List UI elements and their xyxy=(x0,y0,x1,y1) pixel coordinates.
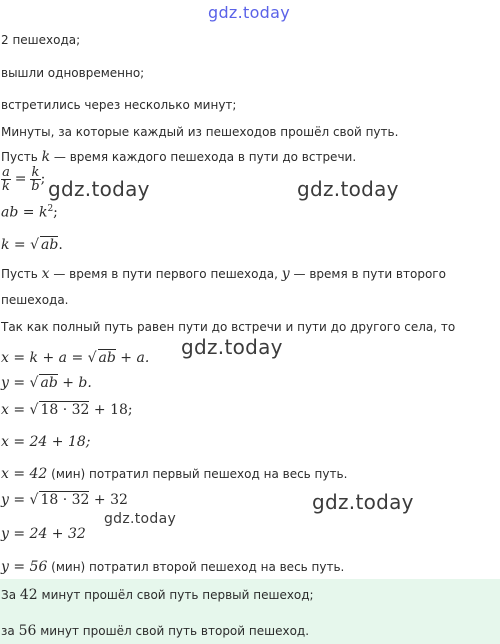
question-line: Минуты, за которые каждый из пешеходов прошёл свой путь. xyxy=(1,125,399,139)
fraction-numerator: a xyxy=(2,165,10,180)
equation-x2-end: + 18; xyxy=(89,402,133,418)
equation-y1-end: + b. xyxy=(57,375,92,391)
result-x-line xyxy=(1,466,347,482)
equals-sign: = xyxy=(14,171,27,187)
fraction-numerator: k xyxy=(31,165,40,180)
let-xy-continuation: пешехода. xyxy=(1,293,69,307)
fraction-a-over-k xyxy=(1,166,11,193)
let-y-text: — время в пути второго xyxy=(289,267,446,281)
equation-x3: x = 24 + 18; xyxy=(1,434,91,450)
fraction-k-over-b xyxy=(30,166,40,193)
equation-ab-lhs: ab = k xyxy=(1,204,48,221)
equation-y2-end: + 32 xyxy=(89,492,128,508)
semicolon: ; xyxy=(40,171,46,187)
equation-y1-lhs: y = xyxy=(1,375,30,391)
let-x-prefix: Пусть xyxy=(1,267,42,281)
period: . xyxy=(58,237,63,253)
watermark-3: gdz.today xyxy=(181,335,283,359)
equation-x2 xyxy=(1,401,133,418)
equation-x1-lhs: x = k + a = xyxy=(1,350,88,366)
result-x-math: x = 42 xyxy=(1,466,48,482)
equation-y2-lhs: y = xyxy=(1,492,30,508)
let-x-text: — время в пути первого пешехода, xyxy=(49,267,282,281)
equation-k-lhs: k = xyxy=(1,237,31,253)
var-k: k xyxy=(41,149,51,165)
result-x-text: (мин) потратил первый пешеход на весь путь. xyxy=(47,467,348,481)
radical-sign: √ xyxy=(30,237,40,253)
watermark-4: gdz.today xyxy=(312,490,414,514)
equation-ab xyxy=(1,204,58,221)
fraction-denominator: k xyxy=(2,179,10,194)
radicand: ab xyxy=(40,375,58,391)
given-line-3: встретились через несколько минут; xyxy=(1,98,237,112)
radical-sign: √ xyxy=(29,375,39,391)
answer-1-prefix: За xyxy=(1,588,20,602)
proportion-line xyxy=(1,166,45,193)
equation-y3: y = 24 + 32 xyxy=(1,526,86,542)
let-k-line xyxy=(1,149,356,165)
equation-x1-end: + a. xyxy=(115,350,150,366)
watermark-1: gdz.today xyxy=(48,177,150,201)
radicand: 18 · 32 xyxy=(40,492,90,508)
equation-y2 xyxy=(1,491,128,508)
given-line-1: 2 пешехода; xyxy=(1,33,81,47)
radicand: ab xyxy=(98,350,116,366)
exponent: 2 xyxy=(47,204,54,214)
let-k-prefix: Пусть xyxy=(1,150,42,164)
radical-sign: √ xyxy=(29,492,39,508)
equation-k xyxy=(1,236,63,253)
equation-y1 xyxy=(1,374,92,391)
result-y-text: (мин) потратил второй пешеход на весь путь. xyxy=(47,560,345,574)
radicand: 18 · 32 xyxy=(40,402,90,418)
answer-line-1 xyxy=(1,587,314,603)
answer-line-2 xyxy=(1,623,309,639)
answer-2-suffix: минут прошёл свой путь второй пешеход. xyxy=(36,624,310,638)
radical-sign: √ xyxy=(29,402,39,418)
answer-1-number: 42 xyxy=(19,587,38,603)
reasoning-line: Так как полный путь равен пути до встречи и пути до другого села, то xyxy=(1,320,456,334)
let-xy-line xyxy=(1,266,446,282)
var-x: x xyxy=(41,266,50,282)
equation-x2-lhs: x = xyxy=(1,402,30,418)
watermark-2: gdz.today xyxy=(297,177,399,201)
watermark-5: gdz.today xyxy=(104,511,177,527)
var-y: y xyxy=(281,266,290,282)
answer-2-prefix: за xyxy=(1,624,19,638)
radicand: ab xyxy=(41,237,59,253)
result-y-line xyxy=(1,559,344,575)
result-y-math: y = 56 xyxy=(1,559,48,575)
semicolon: ; xyxy=(53,204,58,221)
equation-x1 xyxy=(1,349,149,366)
answer-2-number: 56 xyxy=(18,623,37,639)
watermark-top: gdz.today xyxy=(208,3,290,22)
given-line-2: вышли одновременно; xyxy=(1,66,145,80)
answer-1-suffix: минут прошёл свой путь первый пешеход; xyxy=(37,588,314,602)
fraction-denominator: b xyxy=(31,179,40,194)
let-k-suffix: — время каждого пешехода в пути до встречи. xyxy=(50,150,357,164)
radical-sign: √ xyxy=(87,350,97,366)
